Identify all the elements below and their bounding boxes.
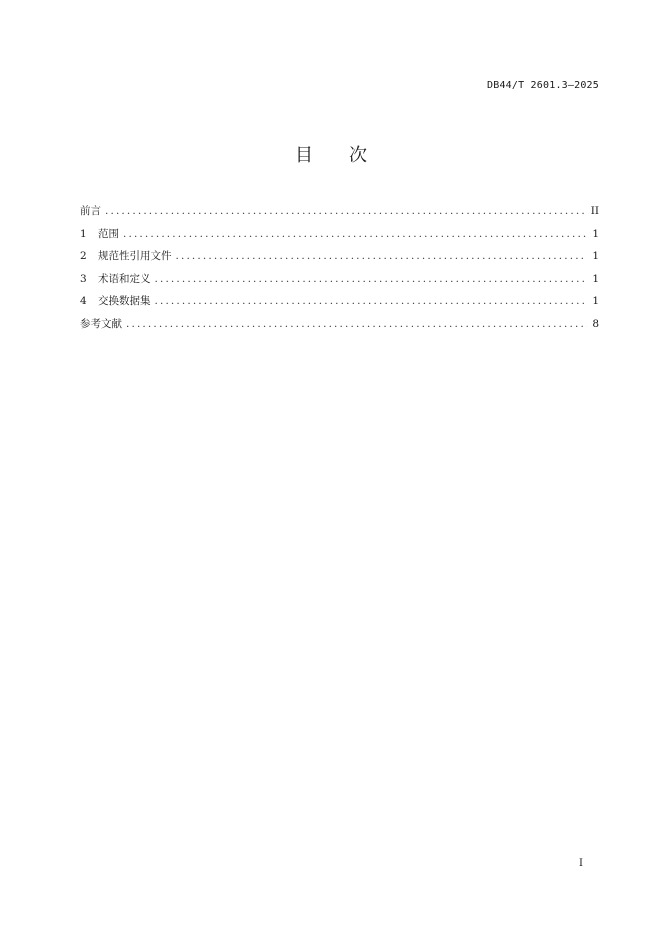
toc-entry-page: 1: [592, 272, 599, 285]
toc-entry-terms-definitions[interactable]: [80, 268, 599, 291]
toc-entry-exchange-dataset[interactable]: [80, 290, 599, 313]
toc-leader-dots: [105, 200, 587, 223]
toc-title-char-1: 目: [295, 145, 313, 166]
toc-entry-page: 1: [592, 250, 599, 263]
toc-entry-label: 交换数据集: [98, 295, 151, 308]
page-number: I: [579, 858, 583, 869]
toc-leader-dots: [123, 223, 587, 246]
toc-title-char-2: 次: [349, 145, 367, 166]
toc-entry-label: 前言: [80, 205, 101, 217]
toc-list: [80, 200, 599, 336]
toc-entry-number: 3: [80, 272, 87, 285]
toc-entry-label: 参考文献: [80, 317, 122, 330]
toc-leader-dots: [126, 313, 587, 336]
document-code: DB44/T 2601.3—2025: [487, 80, 599, 91]
toc-entry-foreword[interactable]: [80, 200, 599, 223]
toc-entry-number: 4: [80, 295, 87, 308]
toc-entry-page: 1: [592, 295, 599, 308]
toc-leader-dots: [176, 245, 588, 268]
toc-entry-number: 2: [80, 250, 87, 263]
toc-leader-dots: [155, 268, 588, 291]
toc-entry-label: 规范性引用文件: [98, 250, 172, 263]
toc-title: [0, 141, 662, 167]
toc-entry-normative-references[interactable]: [80, 245, 599, 268]
toc-entry-label: 范围: [98, 227, 119, 240]
toc-leader-dots: [155, 290, 588, 313]
toc-entry-label: 术语和定义: [98, 272, 151, 285]
toc-entry-scope[interactable]: [80, 223, 599, 246]
toc-entry-page: 8: [592, 317, 599, 330]
toc-entry-number: 1: [80, 227, 87, 240]
toc-entry-page: 1: [592, 227, 599, 240]
toc-entry-page: II: [590, 205, 599, 217]
toc-entry-bibliography[interactable]: [80, 313, 599, 336]
